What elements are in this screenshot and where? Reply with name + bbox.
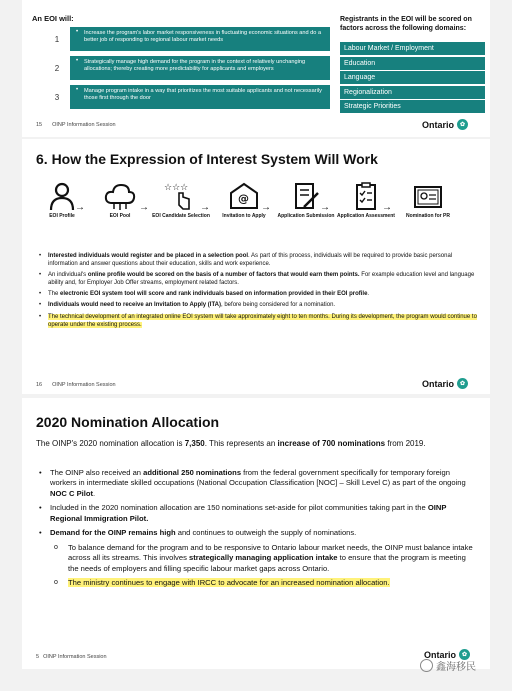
eoi-steps xyxy=(48,27,330,114)
bullet-text: . xyxy=(93,488,96,498)
eoi-step xyxy=(48,27,330,51)
page-number: 16 xyxy=(36,382,43,388)
certificate-icon xyxy=(412,181,444,211)
sub-list-item xyxy=(50,578,478,588)
list-item xyxy=(38,314,478,330)
logo-text: Ontario xyxy=(422,119,455,130)
step-text: • Strategically manage high demand for the program in the context of relatively unchanging allocations; thereby creating more predictability for applicants and employers xyxy=(70,56,330,80)
stage-assessment xyxy=(336,181,396,219)
eoi-step xyxy=(48,56,330,80)
bullet-text: For example education level and language ability and, for Employer Job Offer streams, employment related factors. xyxy=(48,272,475,286)
allocation-number: 7,350 xyxy=(184,439,205,448)
list-item xyxy=(38,272,478,288)
wechat-icon xyxy=(420,659,433,672)
stage-submission xyxy=(276,181,336,219)
footer-title: OINP Information Session xyxy=(43,654,107,660)
bullet-text: . xyxy=(367,291,370,298)
step-text: • Increase the program's labor market responsiveness in fluctuating economic situations and do a better job of responding to regional labour market needs xyxy=(70,27,330,51)
ontario-logo xyxy=(422,378,468,389)
bullet-bold: electronic EOI system tool will score and rank individuals based on information provided in their EOI profile xyxy=(60,291,368,298)
list-item xyxy=(38,468,478,499)
list-item xyxy=(38,302,478,310)
footer-title: OINP Information Session xyxy=(52,122,116,128)
page-number: 15 xyxy=(36,122,43,128)
bullet-text: , before being considered for a nomination. xyxy=(221,302,336,309)
domain-item: Language xyxy=(340,71,485,84)
arrow-icon: → xyxy=(261,202,271,213)
stage-label: Application Assessment xyxy=(337,213,395,219)
step-number: 1 xyxy=(54,34,60,44)
bullet-text: and continues to outweigh the supply of nominations. xyxy=(175,528,357,538)
bullet-bold: Demand for the OINP remains high xyxy=(50,528,176,538)
process-bullets xyxy=(38,253,478,333)
bullet-text: An individual's xyxy=(48,272,88,279)
arrow-icon: → xyxy=(200,202,210,213)
bullet-text: To balance demand for the program and to be responsive to Ontario labour market needs, the OINP must balance intake across all its streams. This involves xyxy=(68,542,473,563)
domains-list xyxy=(340,42,485,115)
stars-pointer-icon xyxy=(162,181,200,211)
stage-eoi-profile xyxy=(32,181,92,219)
stage-label: EOI Candidate Selection xyxy=(152,213,210,219)
eoi-step xyxy=(48,85,330,109)
step-number: 3 xyxy=(54,92,60,102)
page-footer xyxy=(36,382,116,388)
document-pen-icon xyxy=(291,181,321,211)
watermark xyxy=(420,658,476,673)
intro-text: from 2019. xyxy=(385,439,426,448)
list-item xyxy=(38,528,478,588)
bullet-text: . As part of this process, individuals will be required to provide basic personal information and answer questions about their education, skills and work experience. xyxy=(48,253,453,267)
stage-label: EOI Profile xyxy=(49,213,75,219)
step-number: 2 xyxy=(54,63,60,73)
ontario-logo xyxy=(422,119,468,130)
intro-text: The OINP's 2020 nomination allocation is xyxy=(36,439,185,448)
bullet-bold: OINP Regional Immigration Pilot. xyxy=(50,503,447,523)
arrow-icon: → xyxy=(139,202,149,213)
list-item xyxy=(38,253,478,269)
svg-text:@: @ xyxy=(238,192,249,205)
trillium-icon: ✿ xyxy=(457,119,468,130)
footer-title: OINP Information Session xyxy=(52,382,116,388)
intro-text: . This represents an xyxy=(204,439,278,448)
bullet-text: to ensure that the program is meeting the needs of employers and filling specific labour market gaps across Ontario. xyxy=(68,553,466,573)
bullet-bold: strategically managing application intake xyxy=(188,553,338,563)
trillium-icon: ✿ xyxy=(459,649,470,660)
domains-heading: Registrants in the EOI will be scored on factors across the following domains: xyxy=(340,16,472,32)
svg-text:☆☆☆: ☆☆☆ xyxy=(164,183,189,193)
bullet-bold: Individuals would need to receive an Invitation to Apply (ITA) xyxy=(48,302,222,309)
stage-label: Nomination for PR xyxy=(406,213,450,219)
domain-item: Education xyxy=(340,57,485,70)
page-footer xyxy=(36,654,107,660)
arrow-icon: → xyxy=(75,202,85,213)
slide-title: 2020 Nomination Allocation xyxy=(36,414,220,430)
person-icon xyxy=(47,181,77,211)
sub-bullets xyxy=(50,543,478,589)
eoi-will-heading: An EOI will: xyxy=(32,14,74,23)
slide-5 xyxy=(22,398,490,669)
domain-item: Labour Market / Employment xyxy=(340,42,485,55)
stage-label: Application Submission xyxy=(277,213,335,219)
intro-paragraph xyxy=(36,438,476,449)
watermark-text: 鑫海移民 xyxy=(436,662,476,673)
highlighted-text: The technical development of an integrated online EOI system will take approximately eight to ten months. During its development, the program would continue to operate under the existing process. xyxy=(48,313,477,328)
eoi-process-flow xyxy=(36,181,476,241)
stage-nomination xyxy=(398,181,458,219)
stage-candidate-selection xyxy=(151,181,211,219)
step-text: • Manage program intake in a way that prioritizes the most suitable applicants and not necessarily those first through the door xyxy=(70,85,330,109)
page-footer xyxy=(36,122,116,128)
sub-list-item xyxy=(50,543,478,574)
bullet-text: from the federal government specifically for temporary foreign workers in intermediate skilled occupations (National Occupation Classification [NOC] – Skill Level C) as part of the ongoing xyxy=(50,468,466,488)
arrow-icon: → xyxy=(320,202,330,213)
page-number: 5 xyxy=(36,654,40,660)
domain-item: Strategic Priorities xyxy=(340,100,485,113)
cloud-icon xyxy=(103,181,137,211)
slide-title: 6. How the Expression of Interest System Will Work xyxy=(36,151,378,167)
logo-text: Ontario xyxy=(422,378,455,389)
bullet-bold: online profile would be scored on the basis of a number of factors that would earn them points. xyxy=(87,272,360,279)
bullet-bold: additional 250 nominations xyxy=(143,468,242,477)
bullet-bold: NOC C Pilot xyxy=(50,488,94,498)
bullet-text: The OINP also received an xyxy=(50,468,144,477)
highlighted-text: The ministry continues to engage with IRCC to advocate for an increased nomination allocation. xyxy=(68,578,390,588)
checklist-icon xyxy=(351,181,381,211)
arrow-icon: → xyxy=(382,202,392,213)
bullet-text: Included in the 2020 nomination allocation are 150 nominations set-aside for pilot communities taking part in the xyxy=(50,503,428,513)
increase-text: increase of 700 nominations xyxy=(277,439,386,448)
stage-label: Invitation to Apply xyxy=(222,213,266,219)
allocation-bullets xyxy=(38,468,478,593)
trillium-icon: ✿ xyxy=(457,378,468,389)
list-item xyxy=(38,503,478,524)
slide-15 xyxy=(22,0,490,137)
envelope-at-icon xyxy=(228,181,260,211)
logo-text: Ontario xyxy=(424,649,457,660)
bullet-text: The xyxy=(48,291,61,298)
list-item xyxy=(38,291,478,299)
stage-label: EOI Pool xyxy=(109,213,131,219)
bullet-bold: Interested individuals would register and be placed in a selection pool xyxy=(48,253,249,259)
stage-invitation xyxy=(214,181,274,219)
stage-eoi-pool xyxy=(90,181,150,219)
slide-16 xyxy=(22,139,490,394)
domain-item: Regionalization xyxy=(340,86,485,99)
